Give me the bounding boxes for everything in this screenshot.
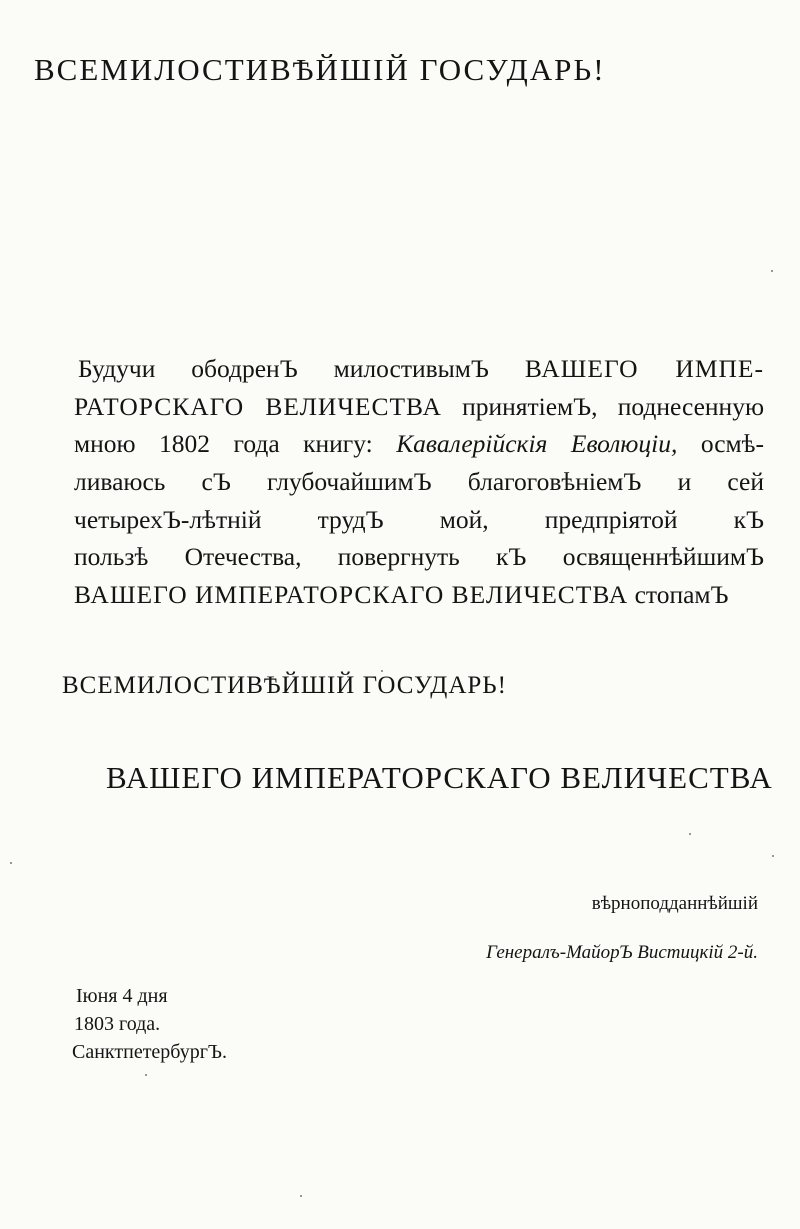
paragraph-text: стопамЪ [628,580,729,610]
paragraph-line-7 [74,576,764,614]
dedication-heading: ВСЕМИЛОСТИВѢЙШІЙ ГОСУДАРЬ! [34,52,606,87]
paragraph-line-1 [74,350,764,388]
loyal-subject-line: вѣрноподданнѣйшій [591,893,758,914]
paragraph-emphasis: РАТОРСКАГО ВЕЛИЧЕСТВА [74,391,442,421]
book-title: Кавалерійскія Еволюціи, [396,429,678,459]
paragraph-line-2 [74,388,764,426]
place-line: СанктпетербургЪ. [72,1041,228,1063]
paragraph-line-3 [74,425,764,463]
scan-speck [145,1074,147,1076]
paragraph-text: Будучи ободренЪ милостивымЪ [78,354,525,383]
majesty-title: ВАШЕГО ИМПЕРАТОРСКАГО ВЕЛИЧЕСТВА [106,760,773,795]
paragraph-text: принятіемЪ, поднесенную [441,391,764,421]
paragraph-text: осмѣ- [677,429,765,459]
scan-speck [772,855,774,857]
date-line: Іюня 4 дня [76,985,168,1007]
paragraph-line-4: ливаюсь сЪ глубочайшимЪ благоговѣніемЪ и сей [74,467,764,497]
scan-speck [381,670,383,672]
scan-speck [689,833,691,835]
paragraph-emphasis: ВАШЕГО ИМПЕ- [524,354,764,383]
scan-speck [771,270,773,272]
scan-speck [300,1195,302,1197]
scan-speck [10,862,12,864]
paragraph-emphasis: ВАШЕГО ИМПЕРАТОРСКАГО ВЕЛИЧЕСТВА [74,580,629,610]
paragraph-line-6: пользѣ Отечества, повергнуть кЪ освященнѣйшимЪ [74,542,764,572]
closing-salutation: ВСЕМИЛОСТИВѢЙШІЙ ГОСУДАРЬ! [62,672,507,699]
dedication-paragraph [74,350,764,614]
year-line: 1803 года. [74,1013,161,1035]
author-signature: Генералъ-МайорЪ Вистицкій 2-й. [486,942,758,963]
paragraph-text: мною 1802 года книгу: [74,429,397,459]
paragraph-line-5: четырехЪ-лѣтній трудЪ мой, предпріятой кЪ [74,504,764,534]
